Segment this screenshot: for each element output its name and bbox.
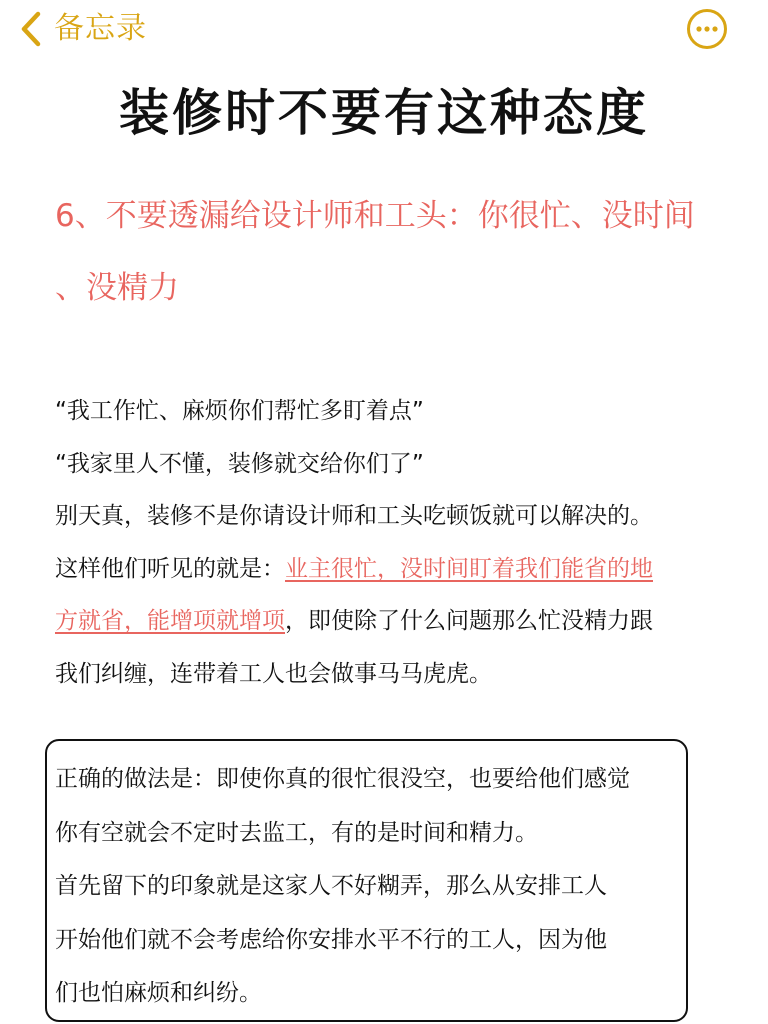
body-paragraph-2-line-3: 我们纠缠，连带着工人也会做事马马虎虎。	[55, 660, 492, 687]
back-button[interactable]	[20, 8, 147, 50]
note-line-5: 们也怕麻烦和纠纷。	[55, 980, 262, 1006]
section-heading-line-1: 6、不要透漏给设计师和工头：你很忙、没时间	[55, 198, 695, 234]
note-line-1: 正确的做法是：即使你真的很忙很没空，也要给他们感觉	[55, 766, 630, 792]
section-heading-line-2: 、没精力	[55, 270, 179, 306]
body-paragraph-2-line-2	[55, 595, 715, 648]
body-text-suffix: ，即使除了什么问题那么忙没精力跟	[285, 608, 653, 634]
ellipsis-circle-icon	[686, 8, 728, 50]
note-text	[55, 753, 685, 1021]
back-label: 备忘录	[54, 11, 147, 46]
body-paragraph-1: 别天真，装修不是你请设计师和工头吃顿饭就可以解决的。	[55, 503, 653, 529]
more-options-button[interactable]	[686, 8, 728, 50]
highlighted-text: 方就省，能增项就增项	[55, 608, 285, 634]
section-heading	[55, 180, 735, 324]
body-quote-2: “我家里人不懂，装修就交给你们了”	[55, 450, 424, 477]
body-quote-1: “我工作忙、麻烦你们帮忙多盯着点”	[55, 398, 424, 424]
highlighted-text: 业主很忙，没时间盯着我们能省的地	[285, 555, 653, 582]
page-title: 装修时不要有这种态度	[119, 84, 649, 142]
note-line-3: 首先留下的印象就是这家人不好糊弄，那么从安排工人	[55, 873, 607, 899]
body-paragraph-2-line-1	[55, 543, 715, 596]
note-line-2: 你有空就会不定时去监工，有的是时间和精力。	[55, 819, 538, 846]
body-text-prefix: 这样他们听见的就是：	[55, 555, 285, 582]
body-text	[55, 385, 715, 700]
note-line-4: 开始他们就不会考虑给你安排水平不行的工人，因为他	[55, 926, 607, 953]
chevron-left-icon	[20, 11, 42, 47]
